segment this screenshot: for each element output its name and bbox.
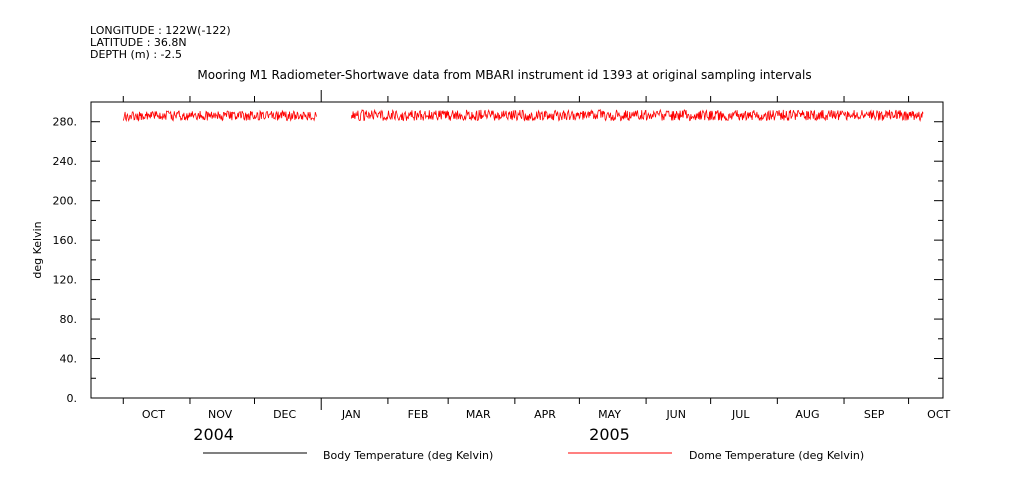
legend bbox=[203, 449, 864, 462]
x-tick-label: OCT bbox=[141, 408, 165, 421]
y-tick-label: 200. bbox=[52, 194, 77, 208]
x-tick-label: OCT bbox=[927, 408, 951, 421]
y-axis bbox=[53, 102, 944, 405]
y-tick-label: 40. bbox=[59, 352, 77, 366]
series-dome-temperature-line bbox=[351, 110, 923, 121]
y-tick-label: 80. bbox=[59, 313, 77, 327]
x-axis bbox=[123, 90, 950, 444]
x-tick-label: DEC bbox=[273, 408, 297, 421]
series-dome-temperature-line bbox=[123, 111, 316, 121]
y-tick-label: 120. bbox=[52, 273, 77, 287]
series-layer bbox=[123, 110, 923, 121]
chart-title: Mooring M1 Radiometer-Shortwave data from MBARI instrument id 1393 at original sampling intervals bbox=[197, 68, 812, 82]
y-tick-label: 240. bbox=[52, 155, 77, 169]
x-tick-label: JUN bbox=[666, 408, 686, 421]
x-tick-label: APR bbox=[534, 408, 556, 421]
x-tick-label: AUG bbox=[795, 408, 820, 421]
x-tick-label: NOV bbox=[207, 408, 233, 421]
y-tick-label: 0. bbox=[66, 392, 77, 405]
x-tick-label: SEP bbox=[863, 408, 885, 421]
x-tick-label: MAY bbox=[598, 408, 621, 421]
legend-label: Dome Temperature (deg Kelvin) bbox=[689, 449, 865, 462]
x-tick-label: FEB bbox=[407, 408, 429, 421]
x-tick-label: JUL bbox=[732, 408, 750, 421]
y-axis-label: deg Kelvin bbox=[31, 221, 44, 279]
legend-label: Body Temperature (deg Kelvin) bbox=[323, 449, 494, 462]
y-tick-label: 280. bbox=[52, 115, 77, 129]
x-year-label: 2005 bbox=[589, 425, 630, 444]
y-tick-label: 160. bbox=[52, 234, 77, 248]
x-year-label: 2004 bbox=[193, 425, 234, 444]
x-tick-label: MAR bbox=[465, 408, 491, 421]
depth-label: DEPTH (m) : -2.5 bbox=[90, 48, 183, 61]
latitude-label: LATITUDE : 36.8N bbox=[90, 36, 187, 49]
x-tick-label: JAN bbox=[341, 408, 361, 421]
longitude-label: LONGITUDE : 122W(-122) bbox=[90, 24, 231, 37]
plot-frame bbox=[91, 102, 943, 398]
